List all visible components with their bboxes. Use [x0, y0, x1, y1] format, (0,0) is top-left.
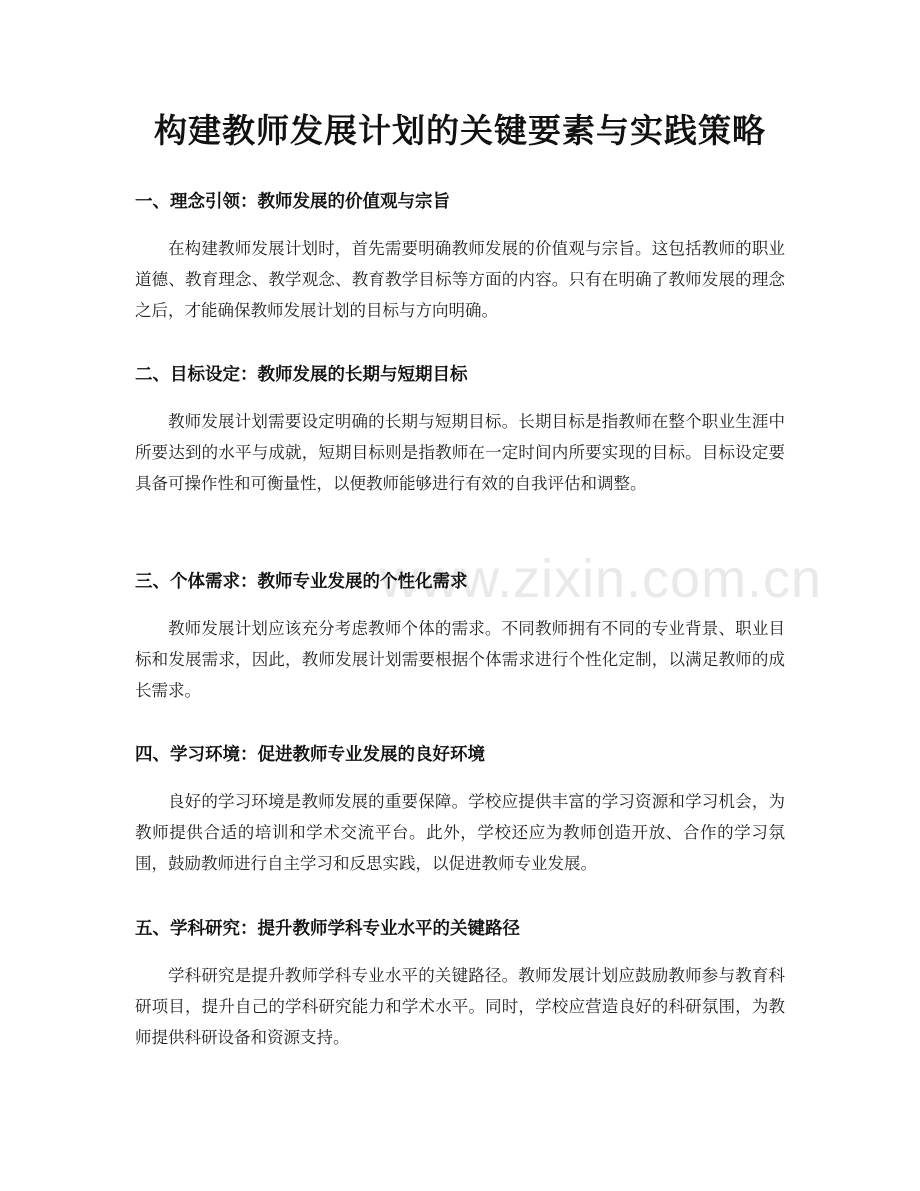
section-heading: 三、个体需求：教师专业发展的个性化需求	[135, 572, 468, 592]
section-heading: 二、目标设定：教师发展的长期与短期目标	[135, 365, 468, 385]
watermark: www.zixin.com.cn	[380, 549, 823, 609]
section-2	[135, 362, 785, 499]
section-heading: 一、理念引领：教师发展的价值观与宗旨	[135, 192, 450, 212]
section-4	[135, 742, 785, 879]
section-paragraph: 学科研究是提升教师学科专业水平的关键路径。教师发展计划应鼓励教师参与教育科研项目，提升自己的学科研究能力和学术水平。同时，学校应营造良好的科研氛围，为教师提供科研设备和资源支持。	[135, 966, 785, 1047]
section-paragraph: 在构建教师发展计划时，首先需要明确教师发展的价值观与宗旨。这包括教师的职业道德、教育理念、教学观念、教育教学目标等方面的内容。只有在明确了教师发展的理念之后，才能确保教师发展计划的目标与方向明确。	[135, 239, 785, 320]
section-paragraph: 良好的学习环境是教师发展的重要保障。学校应提供丰富的学习资源和学习机会，为教师提供合适的培训和学术交流平台。此外，学校还应为教师创造开放、合作的学习氛围，鼓励教师进行自主学习和反思实践，以促进教师专业发展。	[135, 792, 785, 873]
section-heading: 五、学科研究：提升教师学科专业水平的关键路径	[135, 919, 520, 939]
section-5	[135, 916, 785, 1053]
section-paragraph: 教师发展计划需要设定明确的长期与短期目标。长期目标是指教师在整个职业生涯中所要达到的水平与成就，短期目标则是指教师在一定时间内所要实现的目标。目标设定要具备可操作性和可衡量性，以便教师能够进行有效的自我评估和调整。	[135, 412, 785, 493]
section-3	[135, 569, 785, 706]
section-1	[135, 189, 785, 326]
section-paragraph: 教师发展计划应该充分考虑教师个体的需求。不同教师拥有不同的专业背景、职业目标和发展需求，因此，教师发展计划需要根据个体需求进行个性化定制，以满足教师的成长需求。	[135, 619, 785, 700]
document-title: 构建教师发展计划的关键要素与实践策略	[154, 111, 766, 150]
section-heading: 四、学习环境：促进教师专业发展的良好环境	[135, 745, 485, 765]
